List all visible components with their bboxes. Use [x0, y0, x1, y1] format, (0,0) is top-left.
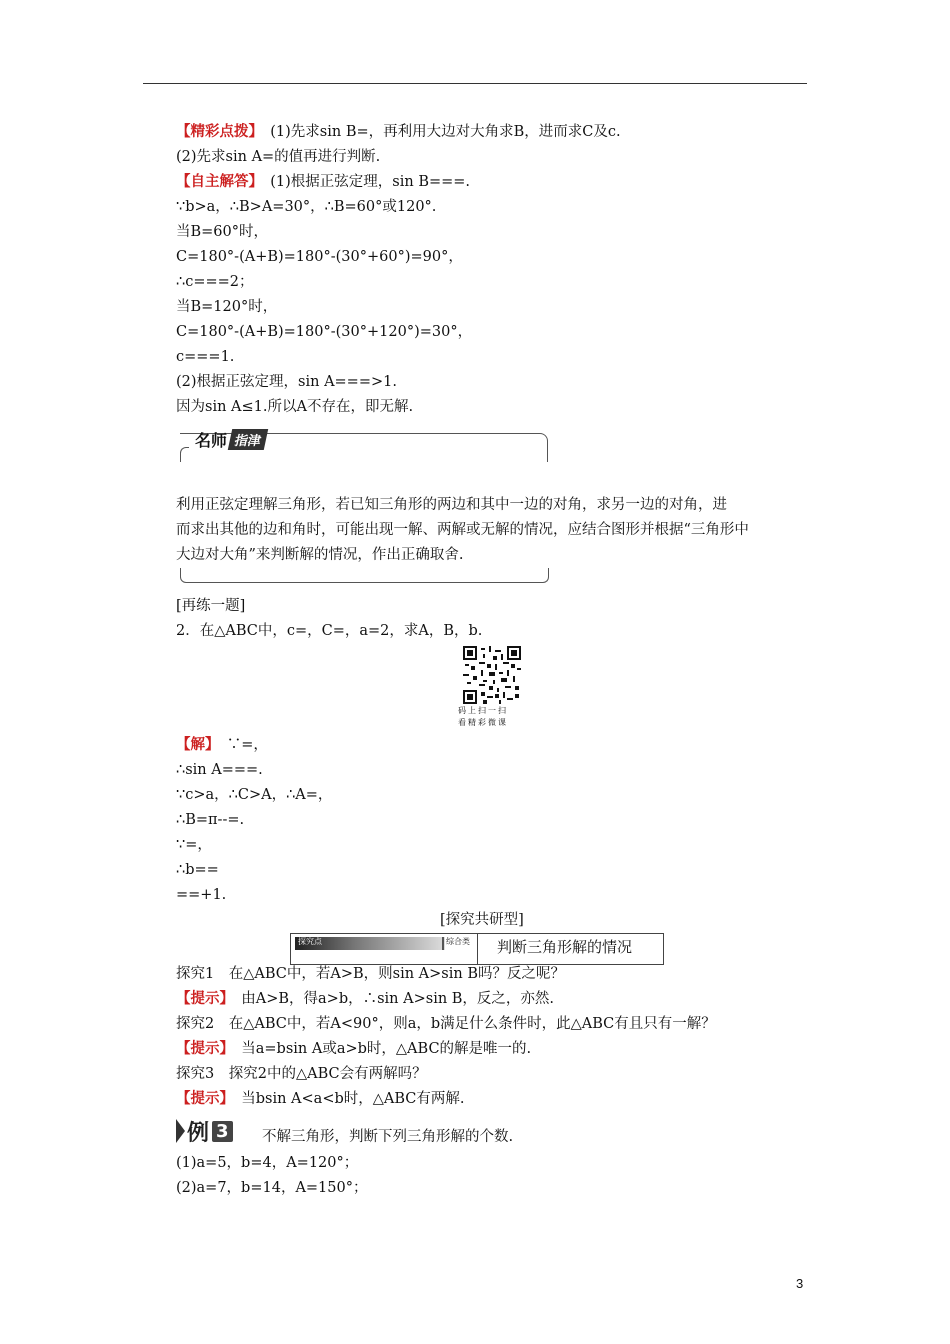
tip-frame-corner [180, 447, 189, 462]
explore-category-tag: 综合类 [446, 937, 470, 946]
example-badge [176, 1117, 233, 1145]
text-line: 因为sin A≤1.所以A不存在，即无解. [176, 399, 414, 415]
example-item: (2)a=7，b=14，A=150°； [176, 1180, 368, 1196]
section-label: 【提示】 [176, 990, 227, 1007]
tip-paragraph-line: 而求出其他的边和角时，可能出现一解、两解或无解的情况，应结合图形并根据“三角形中 [176, 522, 749, 538]
text-line: 探究3 探究2中的△ABC会有两解吗？ [176, 1066, 427, 1082]
explore-bar-tag: 探究点 [298, 937, 322, 946]
qr-caption: 看精彩微课 [458, 718, 508, 727]
text-line: ∵b>a，∴B>A=30°，∴B=60°或120°. [176, 199, 437, 215]
text-line: 探究1 在△ABC中，若A>B，则sin A>sin B吗？反之呢？ [176, 966, 565, 982]
text-line: 【自主解答】 (1)根据正弦定理，sin B===. [176, 173, 471, 190]
explore-title: 判断三角形解的情况 [497, 938, 633, 956]
tip-frame-bottom [180, 568, 549, 583]
practice-heading: [再练一题] [176, 598, 246, 614]
text-line: ∵c>a，∴C>A，∴A=， [176, 787, 333, 803]
practice-question: 2．在△ABC中，c=，C=，a=2，求A，B，b. [176, 623, 483, 639]
example-text: 不解三角形，判断下列三角形解的个数. [262, 1129, 514, 1145]
text-line: 【提示】 由A>B，得a>b，∴sin A>sin B，反之，亦然. [176, 990, 555, 1007]
qr-code-icon[interactable] [463, 646, 521, 704]
text-line: C=180°-(A+B)=180°-(30°+120°)=30°， [176, 324, 473, 340]
text-line: 【解】 ∵=， [176, 736, 268, 753]
explore-heading: [探究共研型] [440, 912, 524, 928]
example-number: 3 [212, 1121, 233, 1142]
section-label: 【解】 [176, 736, 213, 753]
text-line: ∴sin A===. [176, 762, 263, 778]
text-line: ∵=， [176, 837, 212, 853]
example-char: 例 [187, 1120, 210, 1146]
arrow-icon [176, 1119, 185, 1143]
text-line: 【精彩点拨】 (1)先求sin B=，再利用大边对大角求B，进而求C及c. [176, 123, 621, 140]
text-line: ∴b== [176, 862, 219, 878]
text-line: 【提示】 当bsin A<a<b时，△ABC有两解. [176, 1090, 465, 1107]
text-line: 【提示】 当a=bsin A或a>b时，△ABC的解是唯一的. [176, 1040, 532, 1057]
text-line: (2)根据正弦定理，sin A===>1. [176, 374, 397, 390]
section-label: 【提示】 [176, 1040, 227, 1057]
tip-badge [192, 428, 266, 450]
tip-paragraph-line: 大边对大角”来判断解的情况，作出正确取舍. [176, 547, 464, 563]
explore-divider [442, 937, 444, 950]
qr-caption: 码上扫一扫 [458, 706, 508, 715]
text-line: ∴c===2； [176, 274, 254, 290]
text-line: 当B=120°时， [176, 299, 278, 315]
text-line: ∴B=π--=. [176, 812, 245, 828]
section-label: 【提示】 [176, 1090, 227, 1107]
page-number: 3 [796, 1276, 804, 1291]
tip-paragraph-line: 利用正弦定理解三角形，若已知三角形的两边和其中一边的对角，求另一边的对角，进 [176, 497, 727, 513]
text-line: 当B=60°时， [176, 224, 269, 240]
example-item: (1)a=5，b=4，A=120°； [176, 1155, 359, 1171]
explore-split [477, 933, 478, 965]
tip-badge-tag: 指津 [228, 429, 268, 450]
text-line: C=180°-(A+B)=180°-(30°+60°)=90°， [176, 249, 463, 265]
tip-badge-text: 名师 [195, 430, 228, 450]
text-line: c===1. [176, 349, 235, 365]
section-label: 【精彩点拨】 [176, 123, 256, 140]
text-line: 探究2 在△ABC中，若A<90°，则a，b满足什么条件时，此△ABC有且只有一解？ [176, 1016, 716, 1032]
text-line: (2)先求sin A=的值再进行判断. [176, 149, 381, 165]
text-line: ==+1. [176, 887, 227, 903]
section-label: 【自主解答】 [176, 173, 256, 190]
header-rule [143, 83, 807, 84]
